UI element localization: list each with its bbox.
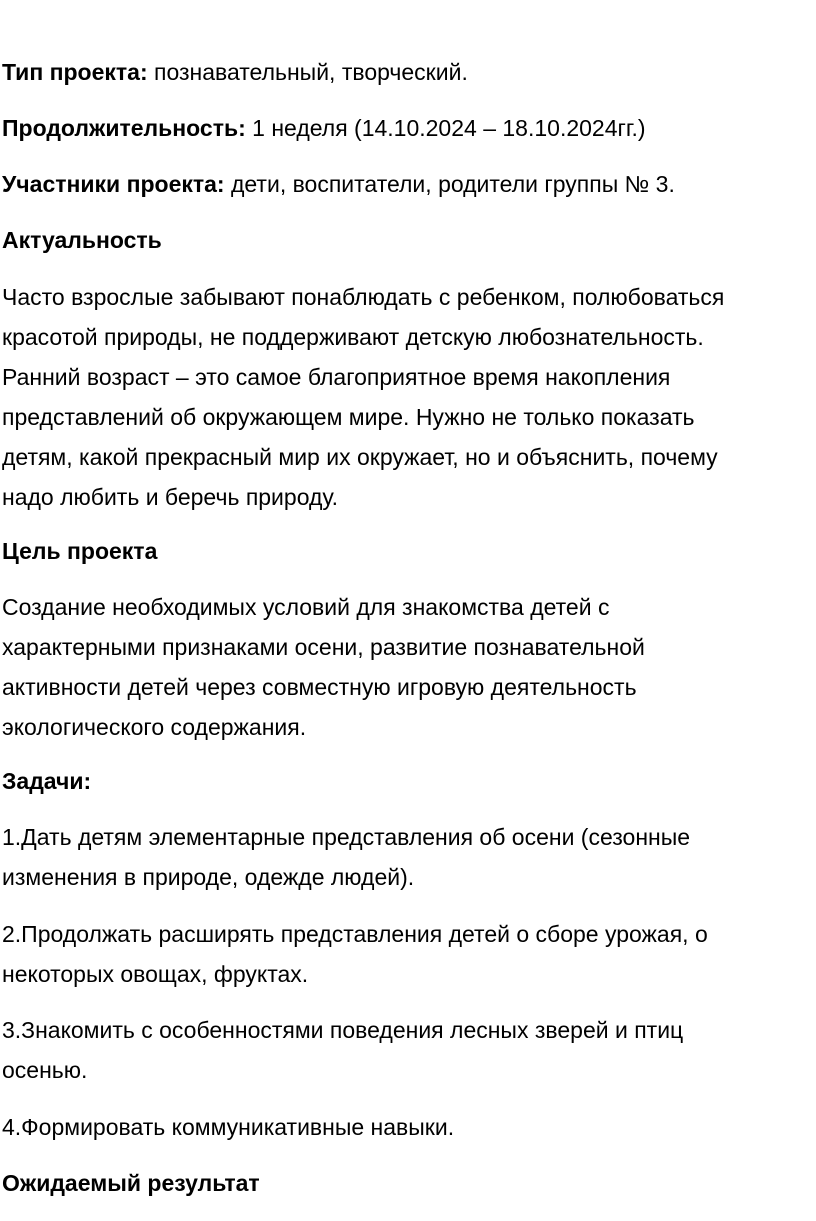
task-line: 3.Знакомить с особенностями поведения лесных зверей и птиц [2, 1017, 684, 1043]
duration-value: 1 неделя (14.10.2024 – 18.10.2024гг.) [245, 115, 646, 141]
task-line: 1.Дать детям элементарные представления об осени (сезонные [2, 824, 691, 850]
goal-line: активности детей через совместную игровую деятельность [2, 674, 637, 700]
relevance-line: красотой природы, не поддерживают детскую любознательность. [2, 324, 704, 350]
task-line: осенью. [2, 1057, 88, 1083]
task-line: 4.Формировать коммуникативные навыки. [2, 1114, 455, 1140]
task-item-3 [2, 1010, 814, 1090]
participants-value: дети, воспитатели, родители группы № 3. [224, 171, 675, 197]
goal-line: экологического содержания. [2, 714, 307, 740]
relevance-line: Часто взрослые забывают понаблюдать с ребенком, полюбоваться [2, 284, 725, 310]
participants-line [2, 164, 814, 204]
goal-paragraph [2, 587, 814, 747]
task-line: 2.Продолжать расширять представления детей о сборе урожая, о [2, 921, 708, 947]
relevance-line: надо любить и беречь природу. [2, 484, 338, 510]
task-line: изменения в природе, одежде людей). [2, 864, 415, 890]
task-line: некоторых овощах, фруктах. [2, 961, 309, 987]
participants-label: Участники проекта: [2, 171, 225, 197]
relevance-paragraph [2, 277, 814, 517]
duration-label: Продолжительность: [2, 115, 246, 141]
task-item-4 [2, 1107, 814, 1147]
task-item-2 [2, 914, 814, 994]
expected-result-heading: Ожидаемый результат [2, 1170, 260, 1196]
project-type-label: Тип проекта: [2, 59, 148, 85]
relevance-line: детям, какой прекрасный мир их окружает, но и объяснить, почему [2, 444, 718, 470]
relevance-heading: Актуальность [2, 227, 162, 253]
goal-heading: Цель проекта [2, 538, 158, 564]
task-item-1 [2, 817, 814, 897]
goal-line: Создание необходимых условий для знакомства детей с [2, 594, 610, 620]
relevance-line: Ранний возраст – это самое благоприятное время накопления [2, 364, 671, 390]
relevance-line: представлений об окружающем мире. Нужно не только показать [2, 404, 695, 430]
duration-line [2, 108, 814, 148]
project-type-value: познавательный, творческий. [147, 59, 468, 85]
tasks-heading: Задачи: [2, 768, 92, 794]
goal-line: характерными признаками осени, развитие познавательной [2, 634, 645, 660]
project-type-line [2, 52, 814, 92]
